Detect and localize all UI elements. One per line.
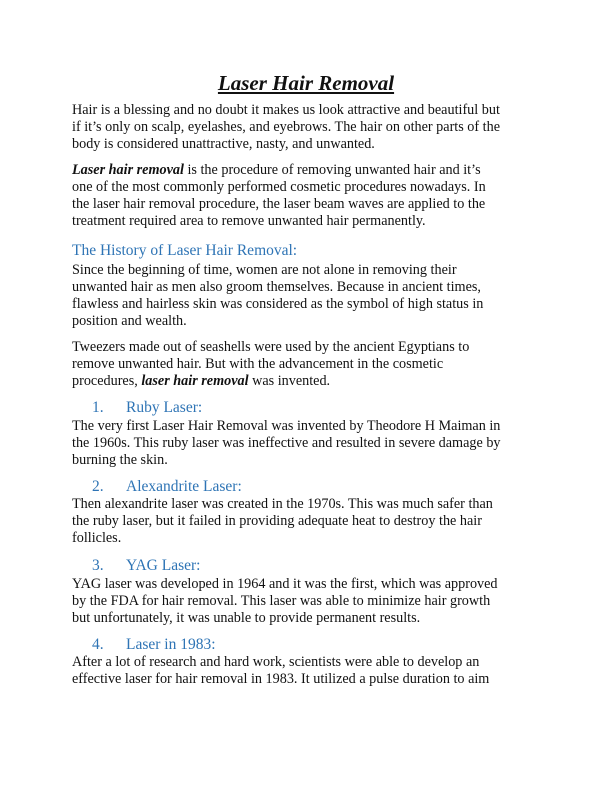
list-item-paragraph (72, 496, 552, 547)
text-line: After a lot of research and hard work, scientists were able to develop an (72, 654, 480, 670)
intro-paragraph-1 (72, 102, 552, 153)
text-line (72, 373, 552, 390)
text-run: was invented. (248, 373, 331, 389)
text-line: Since the beginning of time, women are not alone in removing their (72, 262, 457, 278)
text-line: but unfortunately, it was unable to provide permanent results. (72, 610, 421, 626)
text-line: follicles. (72, 530, 122, 546)
text-line: the 1960s. This ruby laser was ineffective and resulted in severe damage by (72, 435, 501, 451)
list-number: 1. (92, 399, 104, 416)
list-heading: Alexandrite Laser: (126, 478, 242, 495)
text-line: treatment required area to remove unwanted hair permanently. (72, 213, 426, 229)
list-item-paragraph (72, 576, 552, 627)
text-line: the ruby laser, but it failed in providing adequate heat to destroy the hair (72, 513, 482, 529)
list-item-paragraph (72, 654, 552, 688)
bold-term: laser hair removal (141, 373, 249, 389)
text-line: position and wealth. (72, 313, 187, 329)
text-line: YAG laser was developed in 1964 and it was the first, which was approved (72, 576, 498, 592)
list-heading: Laser in 1983: (126, 636, 216, 653)
text-line: effective laser for hair removal in 1983. It utilized a pulse duration to aim (72, 671, 490, 687)
text-run: is the procedure of removing unwanted hair and it’s (183, 162, 481, 178)
text-line: body is considered unattractive, nasty, and unwanted. (72, 136, 375, 152)
text-line: flawless and hairless skin was considered as the symbol of high status in (72, 296, 484, 312)
text-line: unwanted hair as men also groom themselves. Because in ancient times, (72, 279, 481, 295)
bold-term: Laser hair removal (72, 162, 184, 178)
text-line: one of the most commonly performed cosmetic procedures nowadays. In (72, 179, 486, 195)
text-line: Then alexandrite laser was created in the 1970s. This was much safer than (72, 496, 493, 512)
text-line: burning the skin. (72, 452, 168, 468)
list-heading: YAG Laser: (126, 557, 201, 574)
intro-paragraph-2 (72, 162, 552, 230)
text-line: by the FDA for hair removal. This laser was able to minimize hair growth (72, 593, 491, 609)
list-item-paragraph (72, 418, 552, 469)
list-number: 4. (92, 636, 104, 653)
text-line: remove unwanted hair. But with the advancement in the cosmetic (72, 356, 444, 372)
history-paragraph-2 (72, 339, 552, 390)
list-heading: Ruby Laser: (126, 399, 203, 416)
document-title: Laser Hair Removal (217, 71, 395, 95)
text-line: Tweezers made out of seashells were used by the ancient Egyptians to (72, 339, 470, 355)
text-line (72, 162, 552, 179)
list-number: 3. (92, 557, 104, 574)
list-number: 2. (92, 478, 104, 495)
text-line: if it’s only on scalp, eyelashes, and eyebrows. The hair on other parts of the (72, 119, 501, 135)
text-line: The very first Laser Hair Removal was invented by Theodore H Maiman in (72, 418, 501, 434)
text-line: the laser hair removal procedure, the laser beam waves are applied to the (72, 196, 486, 212)
history-heading: The History of Laser Hair Removal: (72, 242, 298, 259)
text-line: Hair is a blessing and no doubt it makes us look attractive and beautiful but (72, 102, 500, 118)
text-run: procedures, (72, 373, 142, 389)
history-paragraph-1 (72, 262, 552, 330)
